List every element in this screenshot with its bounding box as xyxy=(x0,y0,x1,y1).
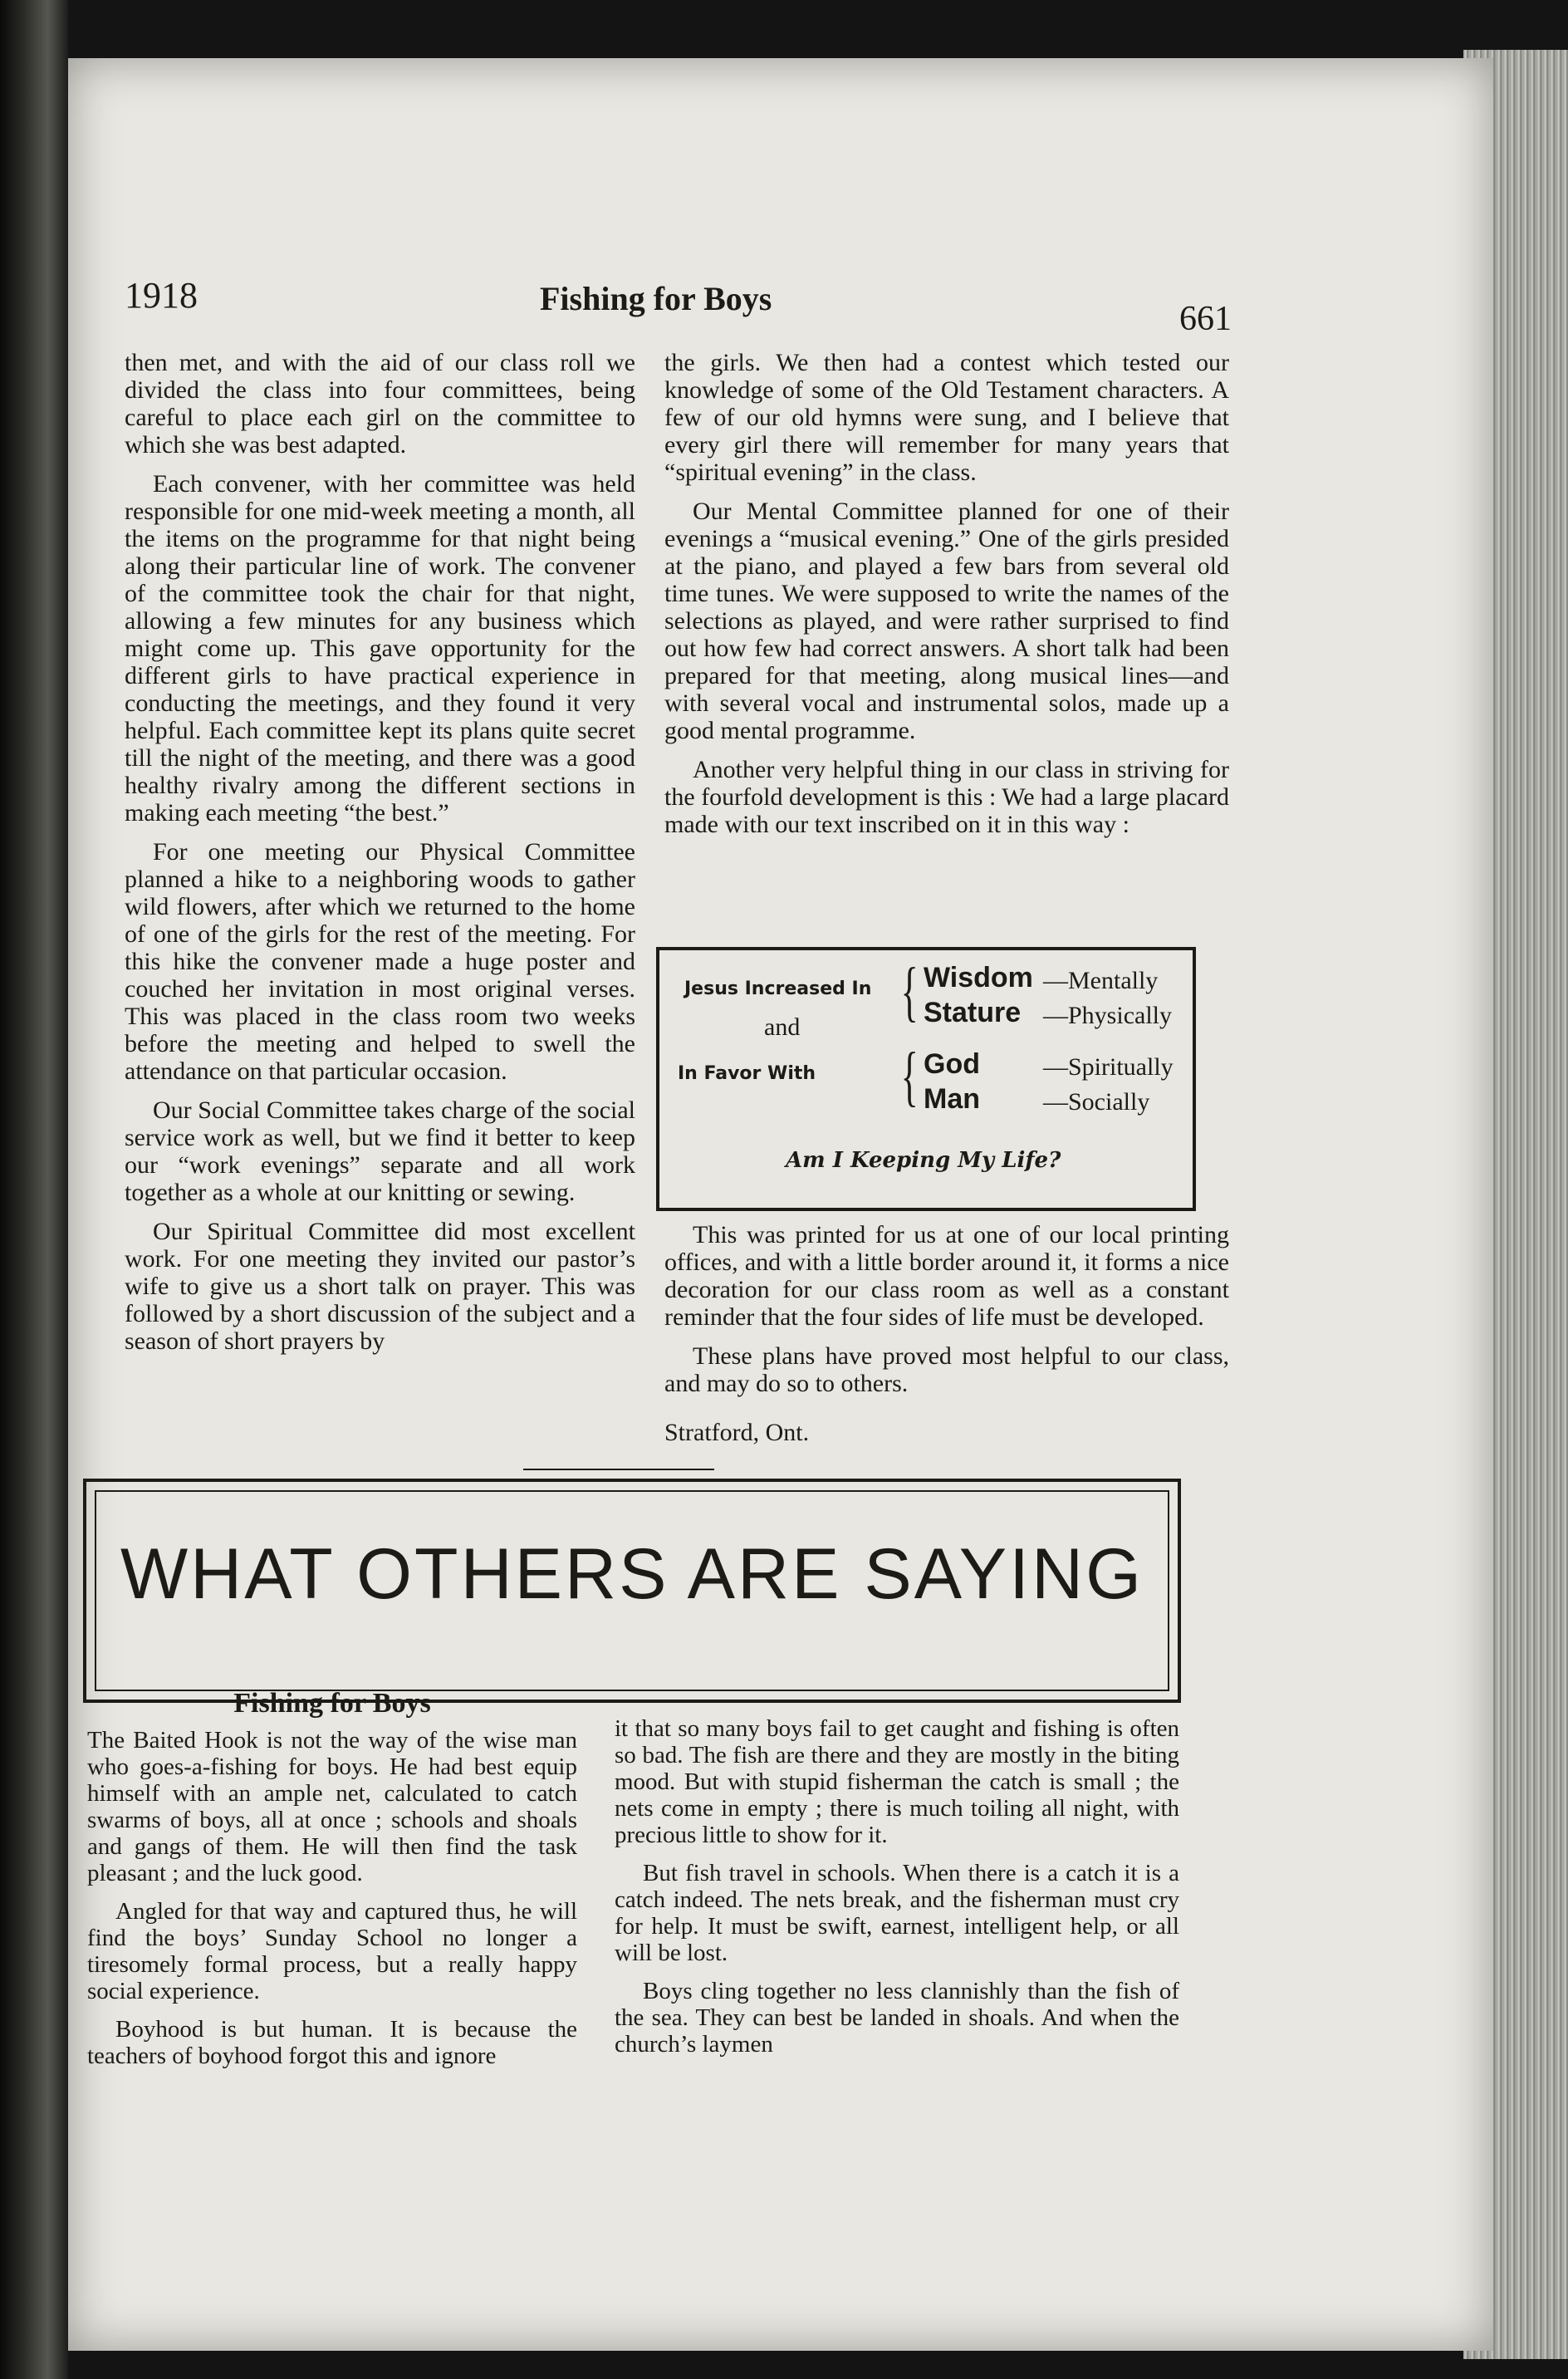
paragraph: For one meeting our Physical Committee planned a hike to a neighboring woods to gather wild flowers, after which we returned to the home of one of the girls for the rest of the meeting. For this hike the convener made a huge poster and couched her invitation in most original verses. This was placed in the class room two weeks before the meeting and helped to swell the attendance on that particular occasion. xyxy=(125,838,635,1085)
text-placard xyxy=(656,947,1196,1211)
placard-jesus-increased: Jesus Increased In xyxy=(684,979,872,999)
paragraph: Another very helpful thing in our class in striving for the fourfold development is this : We had a large placard made with our text inscribed on it in this way : xyxy=(664,756,1229,838)
paragraph: But fish travel in schools. When there is a catch it is a catch indeed. The nets break, and the fisherman must cry for help. It must be swift, earnest, intelligent help, or all will be lost. xyxy=(615,1860,1179,1966)
paragraph: Boys cling together no less clannishly than the fish of the sea. They can best be landed in shoals. And when the church’s laymen xyxy=(615,1978,1179,2058)
placard-mentally: —Mentally xyxy=(1043,967,1159,994)
divider-rule xyxy=(523,1469,714,1470)
paragraph: it that so many boys fail to get caught and fishing is often so bad. The fish are there and they are mostly in the biting mood. But with stupid fisherman the catch is small ; the nets come in empty ; there is much toiling all night, with precious little to show for it. xyxy=(615,1715,1179,1848)
article2-column-right xyxy=(615,1715,1179,2069)
header-title: Fishing for Boys xyxy=(540,280,772,317)
placard-man: Man xyxy=(924,1083,980,1115)
placard-socially: —Socially xyxy=(1043,1088,1150,1116)
brace-icon: { xyxy=(900,955,919,1028)
book-spine xyxy=(0,0,68,2379)
paragraph: Each convener, with her committee was held responsible for one mid-week meeting a month, all the items on the programme for that night being along their particular line of work. The convener of the committee took the chair for that night, allowing a few minutes for any business which might come up. This gave opportunity for the different girls to have practical experience in conducting the meetings, and they found it very helpful. Each committee kept its plans quite secret till the night of the meeting, and there was a good healthy rivalry among the different sections in making each meeting “the best.” xyxy=(125,470,635,827)
section-title: WHAT OTHERS ARE SAYING xyxy=(120,1534,1144,1614)
paragraph: the girls. We then had a contest which tested our knowledge of some of the Old Testament characters. A few of our old hymns were sung, and I believe that every girl there will remember for many years that “spiritual evening” in the class. xyxy=(664,349,1229,486)
brace-icon: { xyxy=(900,1040,919,1113)
placard-in-favor-with: In Favor With xyxy=(678,1063,816,1084)
article2-heading: Fishing for Boys xyxy=(233,1688,431,1719)
placard-wisdom: Wisdom xyxy=(924,962,1033,993)
paragraph: Our Mental Committee planned for one of their evenings a “musical evening.” One of the girls presided at the piano, and played a few bars from several old time tunes. We were supposed to write the names of the selections as played, and were rather surprised to find out how few had correct answers. A short talk had been prepared for that meeting, along musical lines—and with several vocal and instrumental solos, made up a good mental programme. xyxy=(664,498,1229,744)
placard-and: and xyxy=(764,1013,801,1041)
section-banner xyxy=(83,1479,1181,1703)
paragraph: The Baited Hook is not the way of the wise man who goes-a-fishing for boys. He had best equip himself with an ample net, calculated to catch swarms of boys, all at once ; schools and shoals and gangs of them. He will then find the task pleasant ; and the luck good. xyxy=(87,1727,577,1886)
header-year: 1918 xyxy=(125,275,198,316)
placard-motto: Am I Keeping My Life? xyxy=(786,1148,1061,1173)
running-head xyxy=(125,274,1254,338)
paragraph: This was printed for us at one of our local printing offices, and with a little border around it, it forms a nice decoration for our class room as well as a constant reminder that the four sides of life must be developed. xyxy=(664,1221,1229,1331)
article2-column-left xyxy=(87,1690,577,2081)
placard-physically: —Physically xyxy=(1043,1002,1172,1029)
paragraph: Our Social Committee takes charge of the social service work as well, but we find it better to keep our “work evenings” separate and all work together as a whole at our knitting or sewing. xyxy=(125,1096,635,1206)
article-column-1 xyxy=(125,349,635,1366)
article-column-2-continued xyxy=(664,1221,1229,1409)
paragraph: then met, and with the aid of our class roll we divided the class into four committees, being careful to place each girl on the committee to which she was best adapted. xyxy=(125,349,635,459)
paragraph: Our Spiritual Committee did most excellent work. For one meeting they invited our pastor’s wife to give us a short talk on prayer. This was followed by a short discussion of the subject and a season of short prayers by xyxy=(125,1218,635,1355)
paragraph: Boyhood is but human. It is because the teachers of boyhood forgot this and ignore xyxy=(87,2016,577,2069)
placard-god: God xyxy=(924,1048,980,1080)
paragraph: These plans have proved most helpful to our class, and may do so to others. xyxy=(664,1342,1229,1397)
placard-spiritually: —Spiritually xyxy=(1043,1053,1174,1081)
paragraph: Angled for that way and captured thus, he will find the boys’ Sunday School no longer a tiresomely formal process, but a really happy social experience. xyxy=(87,1898,577,2004)
page-number: 661 xyxy=(1179,300,1232,338)
placard-stature: Stature xyxy=(924,997,1022,1028)
article-column-2 xyxy=(664,349,1229,850)
signature-location: Stratford, Ont. xyxy=(664,1419,810,1446)
